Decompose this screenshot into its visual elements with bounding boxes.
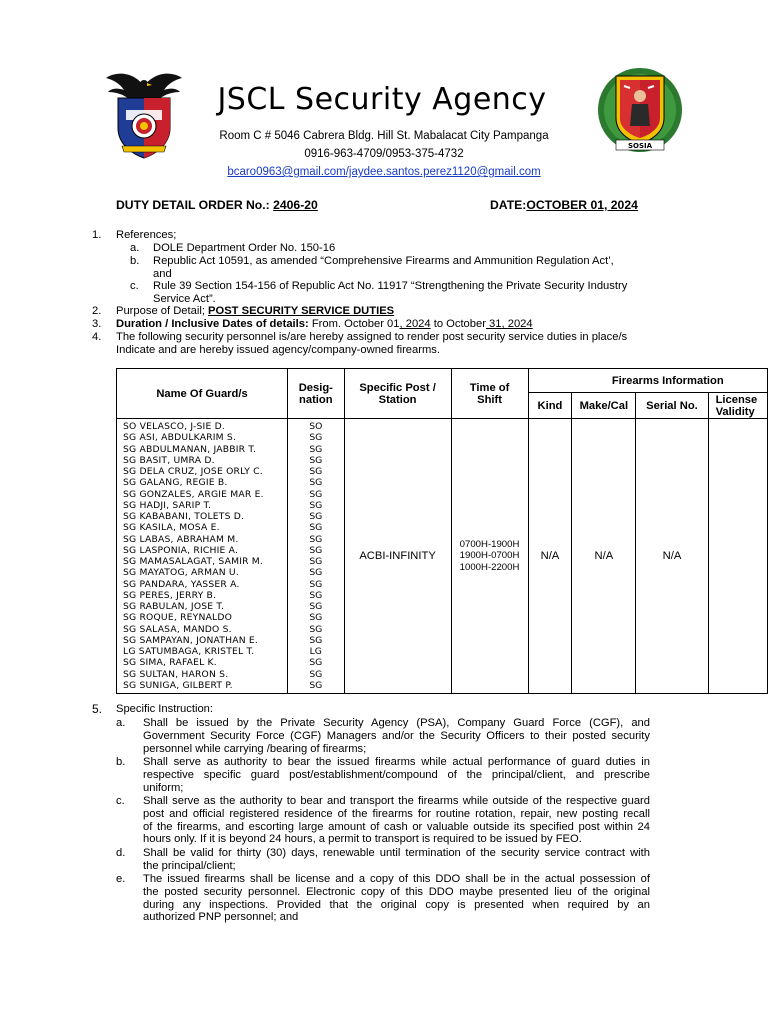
guard-designation: SG — [309, 511, 323, 522]
instruction-line: authorized PNP personnel; and — [143, 911, 299, 924]
guard-name: SG KASILA, MOSA E. — [123, 522, 220, 534]
instruction-letter: b. — [116, 756, 126, 768]
guard-designation: SG — [309, 668, 323, 680]
instruction-letter: d. — [116, 847, 126, 859]
guard-designation: SG — [309, 634, 323, 646]
header-time: Time of Shift — [451, 369, 528, 419]
guard-name: SG SIMA, RAFAEL K. — [123, 657, 217, 669]
instruction-line: Government Security Force (CGF) Managers and/or the Security Officers to their posted security — [143, 729, 650, 742]
references-label: References; — [116, 229, 177, 241]
guard-name: SG RABULAN, JOSE T. — [123, 601, 225, 612]
guard-names-cell — [117, 419, 288, 694]
ref-letter: c. — [130, 280, 139, 292]
guard-name: SG HADJI, SARIP T. — [123, 499, 212, 511]
guard-designation: SG — [309, 612, 323, 624]
guard-designation: SG — [309, 466, 323, 477]
instruction-line: respective specific guard post/establishment/compound of the principal/client, and prescribe — [143, 768, 650, 781]
designations-cell — [288, 419, 345, 694]
item-number: 2. — [92, 305, 102, 317]
license-cell — [708, 419, 767, 694]
guard-name: SG ABDULMANAN, JABBIR T. — [123, 443, 257, 455]
ref-item: DOLE Department Order No. 150-16 — [153, 242, 336, 254]
assigned-line: The following security personnel is/are hereby assigned to render post security service duties in place/s — [116, 331, 628, 343]
header-make: Make/Cal — [572, 393, 636, 419]
item-number: 1. — [92, 229, 102, 241]
svg-text:SOSIA: SOSIA — [627, 142, 653, 150]
guard-name: SG GONZALES, ARGIE MAR E. — [123, 488, 264, 500]
shift-entry: 1000H-2200H — [459, 561, 520, 573]
sosia-seal-logo — [594, 66, 686, 156]
guard-designation: SG — [309, 623, 323, 635]
guard-name: SG SALASA, MANDO S. — [123, 623, 232, 635]
guard-name: SG LABAS, ABRAHAM M. — [123, 533, 239, 545]
agency-emails[interactable] — [0, 166, 768, 178]
instruction-line: Shall serve as authority to bear the issued firearms while actual performance of guard duties in — [143, 756, 650, 768]
ref-item: Rule 39 Section 154-156 of Republic Act No. 11917 “Strengthening the Private Security Industry — [153, 280, 628, 292]
guard-name: SG GALANG, REGIE B. — [123, 477, 228, 489]
ref-letter: b. — [130, 255, 140, 267]
agency-address: Room C # 5046 Cabrera Bldg. Hill St. Mabalacat City Pampanga — [219, 130, 549, 142]
guard-name: SG PERES, JERRY B. — [123, 589, 217, 601]
instruction-line: Shall be issued by the Private Security Agency (PSA), Company Guard Force (CGF), and — [143, 717, 650, 729]
instruction-line: the principal/client; — [143, 859, 236, 872]
instruction-letter: c. — [116, 795, 125, 807]
instruction-line: uniform; — [143, 781, 184, 794]
instruction-line: personnel while carrying /bearing of firearms; — [143, 742, 367, 755]
instruction-line: post and official registered residence of the firearms for routine rotation, repair, new posting recall — [143, 807, 650, 820]
shift-cell — [451, 419, 528, 694]
shift-entry: 0700H-1900H — [459, 538, 520, 550]
guard-designation: SG — [309, 443, 323, 455]
guard-name: SG ASI, ABDULKARIM S. — [123, 432, 237, 444]
instruction-line: the posted security personnel. Electronic copy of this DDO maybe presented lieu of the original — [143, 885, 650, 898]
guard-name: SG MAMASALAGAT, SAMIR M. — [123, 556, 264, 567]
ddo-number: DUTY DETAIL ORDER No.: 2406-20 — [116, 198, 318, 212]
item-number: 4. — [92, 331, 102, 343]
guard-designation: SG — [309, 488, 323, 500]
instruction-line: The issued firearms shall be license and a copy of this DDO shall be in the actual possession of — [143, 873, 650, 885]
guard-name: SG DELA CRUZ, JOSE ORLY C. — [123, 466, 263, 477]
guard-name: SG LASPONIA, RICHIE A. — [123, 544, 239, 556]
guard-designation: SG — [309, 589, 323, 601]
guard-name: SG SAMPAYAN, JONATHAN E. — [123, 634, 259, 646]
email-link[interactable]: bcaro0963@gmail.com/jaydee.santos.perez1120@gmail.com — [227, 166, 541, 178]
guard-designation: LG — [309, 646, 322, 657]
guard-name: SG ROQUE, REYNALDO — [123, 612, 233, 624]
guard-designation: SG — [309, 477, 323, 489]
guard-designation: SG — [309, 601, 323, 612]
ddo-date: DATE:OCTOBER 01, 2024 — [490, 198, 638, 212]
assigned-line-cont: Indicate and are hereby issued agency/company-owned firearms. — [116, 344, 440, 356]
header-designation: Desig- nation — [288, 369, 345, 419]
header-firearms: Firearms Information — [528, 369, 767, 393]
agency-title: JSCL Security Agency — [217, 82, 547, 117]
header-kind: Kind — [528, 393, 572, 419]
item-number: 5. — [92, 702, 103, 716]
purpose-line: Purpose of Detail; POST SECURITY SERVICE DUTIES — [116, 305, 395, 317]
guard-designation: SG — [309, 533, 323, 545]
ref-item-cont: and — [153, 268, 172, 280]
purpose-value: POST SECURITY SERVICE DUTIES — [208, 305, 395, 317]
instruction-letter: a. — [116, 717, 126, 729]
guard-name: SG SULTAN, HARON S. — [123, 668, 229, 680]
post-cell: ACBI-INFINITY — [344, 419, 451, 694]
guard-name: SG SUNIGA, GILBERT P. — [123, 679, 233, 691]
guard-designation: SG — [309, 454, 323, 466]
ref-item-cont: Service Act”. — [153, 293, 216, 305]
header-post: Specific Post / Station — [344, 369, 451, 419]
guards-table — [116, 368, 768, 694]
guard-designation: SG — [309, 567, 323, 579]
guard-name: SG BASIT, UMRA D. — [123, 454, 215, 466]
guard-designation: SG — [309, 657, 323, 669]
agency-phones: 0916-963-4709/0953-375-4732 — [304, 148, 464, 160]
header-license: License Validity — [708, 393, 767, 419]
instruction-line: Shall be valid for thirty (30) days, renewable until termination of the security service contract with — [143, 847, 650, 859]
instruction-line: of the firearms, and escorting large amount of cash or valuable outside its specified post within 24 — [143, 820, 650, 833]
guard-name: SG PANDARA, YASSER A. — [123, 578, 240, 590]
duration-line: Duration / Inclusive Dates of details: From. October 01, 2024 to October 31, 2024 — [116, 318, 533, 330]
serial-cell: N/A — [636, 419, 708, 694]
guard-designation: SG — [309, 522, 323, 534]
instruction-line: hours only. If it is beyond 24 hours, a permit to transport is required to be issued by FEO. — [143, 833, 582, 846]
guard-designation: SG — [309, 432, 323, 444]
guard-designation: SO — [309, 421, 323, 432]
ref-item: Republic Act 10591, as amended “Comprehensive Firearms and Ammunition Regulation Act’, — [153, 255, 614, 267]
header-name: Name Of Guard/s — [117, 369, 288, 419]
guard-designation: SG — [309, 499, 323, 511]
instruction-line: Shall serve as the authority to bear and transport the firearms while outside of the respective guard — [143, 795, 650, 807]
guard-name: SO VELASCO, J-SIE D. — [123, 421, 225, 432]
guard-name: SG KABABANI, TOLETS D. — [123, 511, 245, 522]
guard-designation: SG — [309, 544, 323, 556]
guard-name: LG SATUMBAGA, KRISTEL T. — [123, 646, 255, 657]
make-cell: N/A — [572, 419, 636, 694]
ref-letter: a. — [130, 242, 140, 254]
kind-cell: N/A — [528, 419, 572, 694]
guard-designation: SG — [309, 556, 323, 567]
instructions-label: Specific Instruction: — [116, 703, 214, 715]
guard-designation: SG — [309, 679, 323, 691]
guard-name: SG MAYATOG, ARMAN U. — [123, 567, 239, 579]
header-serial: Serial No. — [636, 393, 708, 419]
item-number: 3. — [92, 318, 102, 330]
instruction-letter: e. — [116, 873, 126, 885]
shift-entry: 1900H-0700H — [459, 550, 520, 562]
guard-designation: SG — [309, 578, 323, 590]
instruction-line: during any inspections. Provided that the original copy is presented when required by an — [143, 898, 650, 911]
